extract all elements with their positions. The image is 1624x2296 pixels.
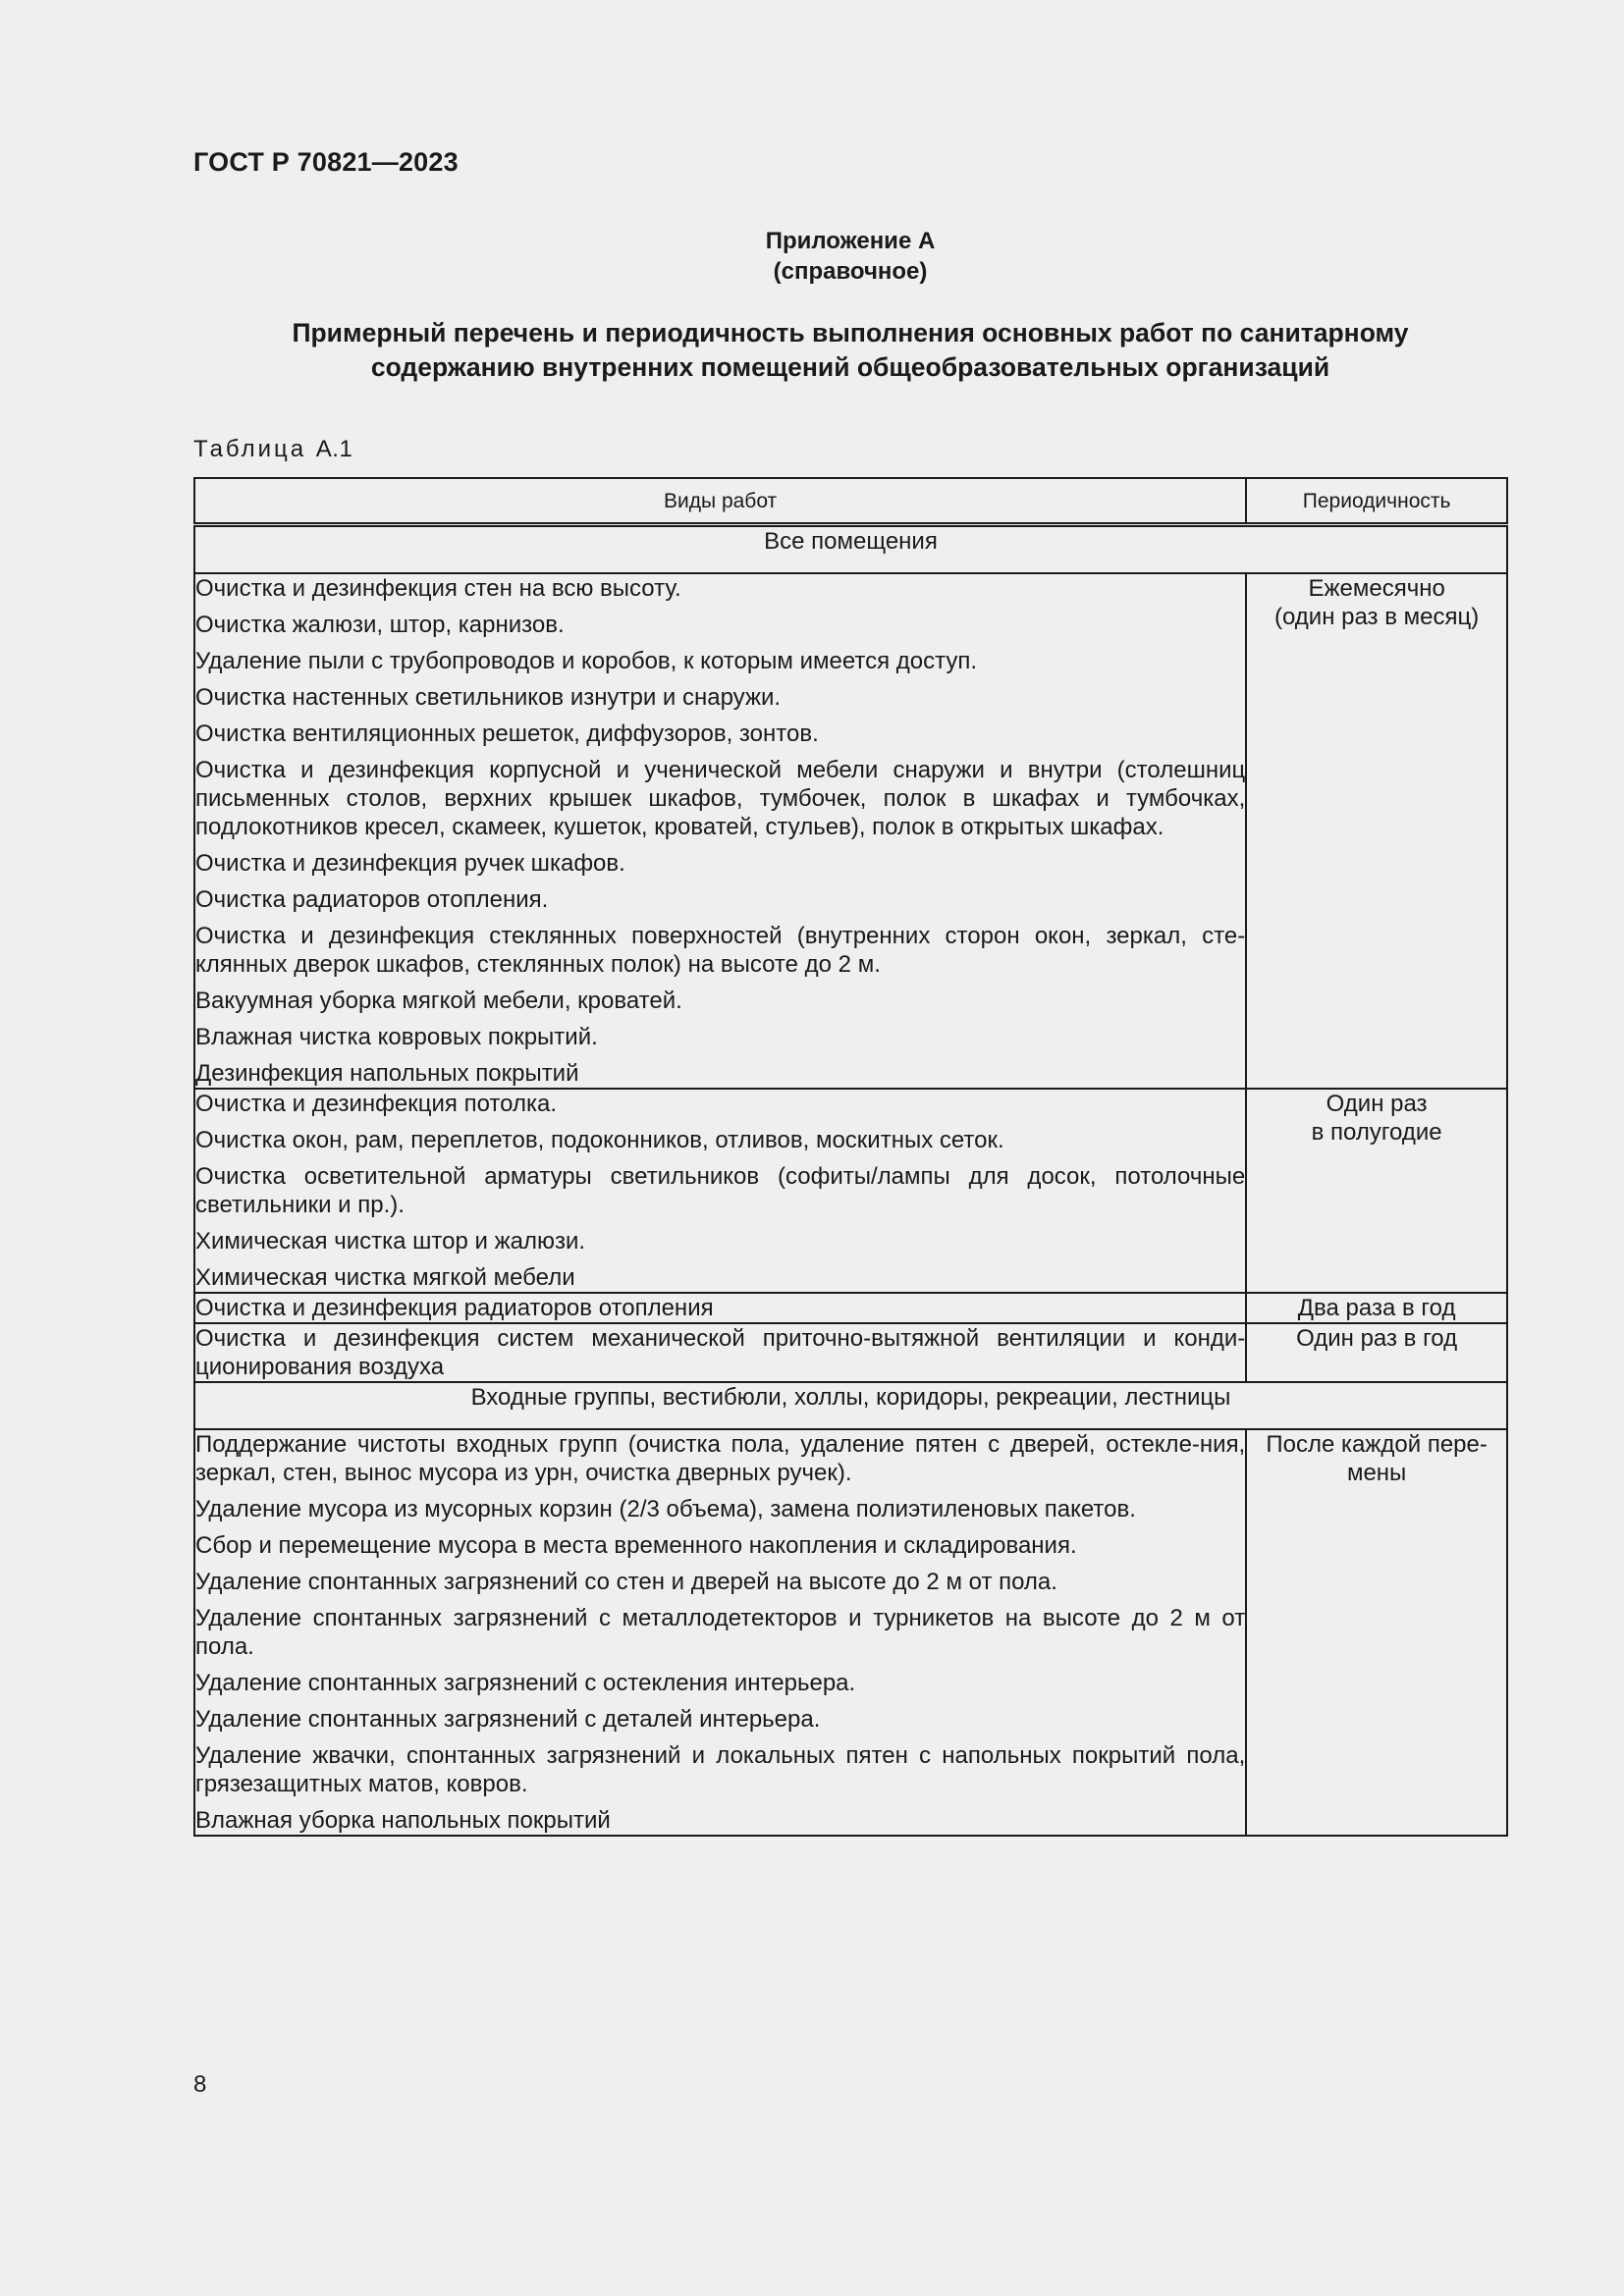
work-item: Очистка настенных светильников изнутри и снаружи. [195,684,782,711]
document-code: ГОСТ Р 70821—2023 [193,147,459,177]
works-cell [194,1293,1246,1323]
section-title: Входные группы, вестибюли, холлы, коридоры, рекреации, лестницы [194,1382,1507,1429]
work-item: Удаление пыли с трубопроводов и коробов, к которым имеется доступ. [195,648,978,674]
work-item: Очистка вентиляционных решеток, диффузоров, зонтов. [195,721,819,747]
work-item: Удаление мусора из мусорных корзин (2/3 объема), замена полиэтиленовых пакетов. [195,1496,1136,1522]
period-cell [1246,1323,1507,1382]
period-line1: Ежемесячно [1308,575,1445,602]
work-item: Очистка жалюзи, штор, карнизов. [195,612,565,638]
table-label-word: Таблица [193,436,307,462]
table-row [194,1089,1507,1293]
appendix-title: Приложение А [765,228,936,254]
appendix-heading [193,226,1507,287]
section-row [194,1382,1507,1429]
table-row [194,573,1507,1089]
work-item: Очистка и дезинфекция радиаторов отопления [195,1295,714,1321]
work-item: Удаление спонтанных загрязнений с остекления интерьера. [195,1670,856,1696]
period-line1: Один раз [1326,1091,1428,1117]
section-row [194,525,1507,574]
work-item: Химическая чистка мягкой мебели [195,1264,575,1291]
period-cell [1246,573,1507,1089]
work-item: Очистка осветительной арматуры светильников (софиты/лампы для досок, потолочные светильники и пр.). [195,1163,1246,1218]
works-cell [194,573,1246,1089]
work-item: Удаление спонтанных загрязнений со стен и дверей на высоте до 2 м от пола. [195,1569,1057,1595]
page-number: 8 [193,2071,207,2098]
work-item: Поддержание чистоты входных групп (очистка пола, удаление пятен с дверей, остекле-ния, зеркал, стен, вынос мусора из урн, очистка дверных ручек). [195,1431,1246,1486]
document-title-line1: Примерный перечень и периодичность выполнения основных работ по санитарному [292,318,1409,347]
works-cell [194,1429,1246,1836]
period-line1: После каждой пере- [1266,1431,1488,1458]
works-table [193,477,1508,1837]
work-item: Вакуумная уборка мягкой мебели, кроватей. [195,988,682,1014]
work-item: Очистка и дезинфекция стен на всю высоту. [195,575,681,602]
table-row [194,1429,1507,1836]
works-cell [194,1089,1246,1293]
work-item: Химическая чистка штор и жалюзи. [195,1228,586,1255]
table-body [194,525,1507,1837]
work-item: Очистка и дезинфекция корпусной и ученической мебели снаружи и внутри (столешниц письменных столов, верхних крышек шкафов, тумбочек, полок в шкафах и тумбочках, подлокотников кресел, скамеек, кушеток, кроватей, стульев), полок в открытых шкафах. [195,757,1246,840]
table-label-number: А.1 [315,436,353,462]
period-line1: Два раза в год [1297,1295,1456,1321]
table-row [194,1293,1507,1323]
works-cell [194,1323,1246,1382]
document-title-line2: содержанию внутренних помещений общеобразовательных организаций [370,352,1330,382]
document-title [193,316,1507,385]
section-title: Все помещения [194,525,1507,574]
work-item: Сбор и перемещение мусора в места временного накопления и складирования. [195,1532,1077,1559]
work-item: Очистка радиаторов отопления. [195,886,549,913]
work-item: Влажная чистка ковровых покрытий. [195,1024,598,1050]
work-item: Влажная уборка напольных покрытий [195,1807,611,1834]
work-item: Очистка и дезинфекция систем механической приточно-вытяжной вентиляции и конди-ционирования воздуха [195,1325,1246,1380]
period-line2: (один раз в месяц) [1273,604,1480,630]
period-cell [1246,1293,1507,1323]
work-item: Удаление жвачки, спонтанных загрязнений и локальных пятен с напольных покрытий пола, грязезащитных матов, ковров. [195,1742,1246,1797]
work-item: Очистка окон, рам, переплетов, подоконников, отливов, москитных сеток. [195,1127,1004,1153]
work-item: Очистка и дезинфекция потолка. [195,1091,557,1117]
period-cell [1246,1089,1507,1293]
work-item: Удаление спонтанных загрязнений с деталей интерьера. [195,1706,821,1733]
period-line2: в полугодие [1311,1119,1442,1146]
period-line1: Один раз в год [1296,1325,1458,1352]
work-item: Дезинфекция напольных покрытий [195,1060,579,1087]
header-works: Виды работ [194,478,1246,525]
header-period: Периодичность [1246,478,1507,525]
work-item: Очистка и дезинфекция стеклянных поверхностей (внутренних сторон окон, зеркал, сте-клянных дверок шкафов, стеклянных полок) на высоте до 2 м. [195,923,1246,978]
period-line2: мены [1346,1460,1407,1486]
table-header-row [194,478,1507,525]
appendix-type: (справочное) [773,258,928,285]
table-label [193,436,352,463]
period-cell [1246,1429,1507,1836]
work-item: Удаление спонтанных загрязнений с металлодетекторов и турникетов на высоте до 2 м от пола. [195,1605,1246,1660]
table-row [194,1323,1507,1382]
work-item: Очистка и дезинфекция ручек шкафов. [195,850,625,877]
